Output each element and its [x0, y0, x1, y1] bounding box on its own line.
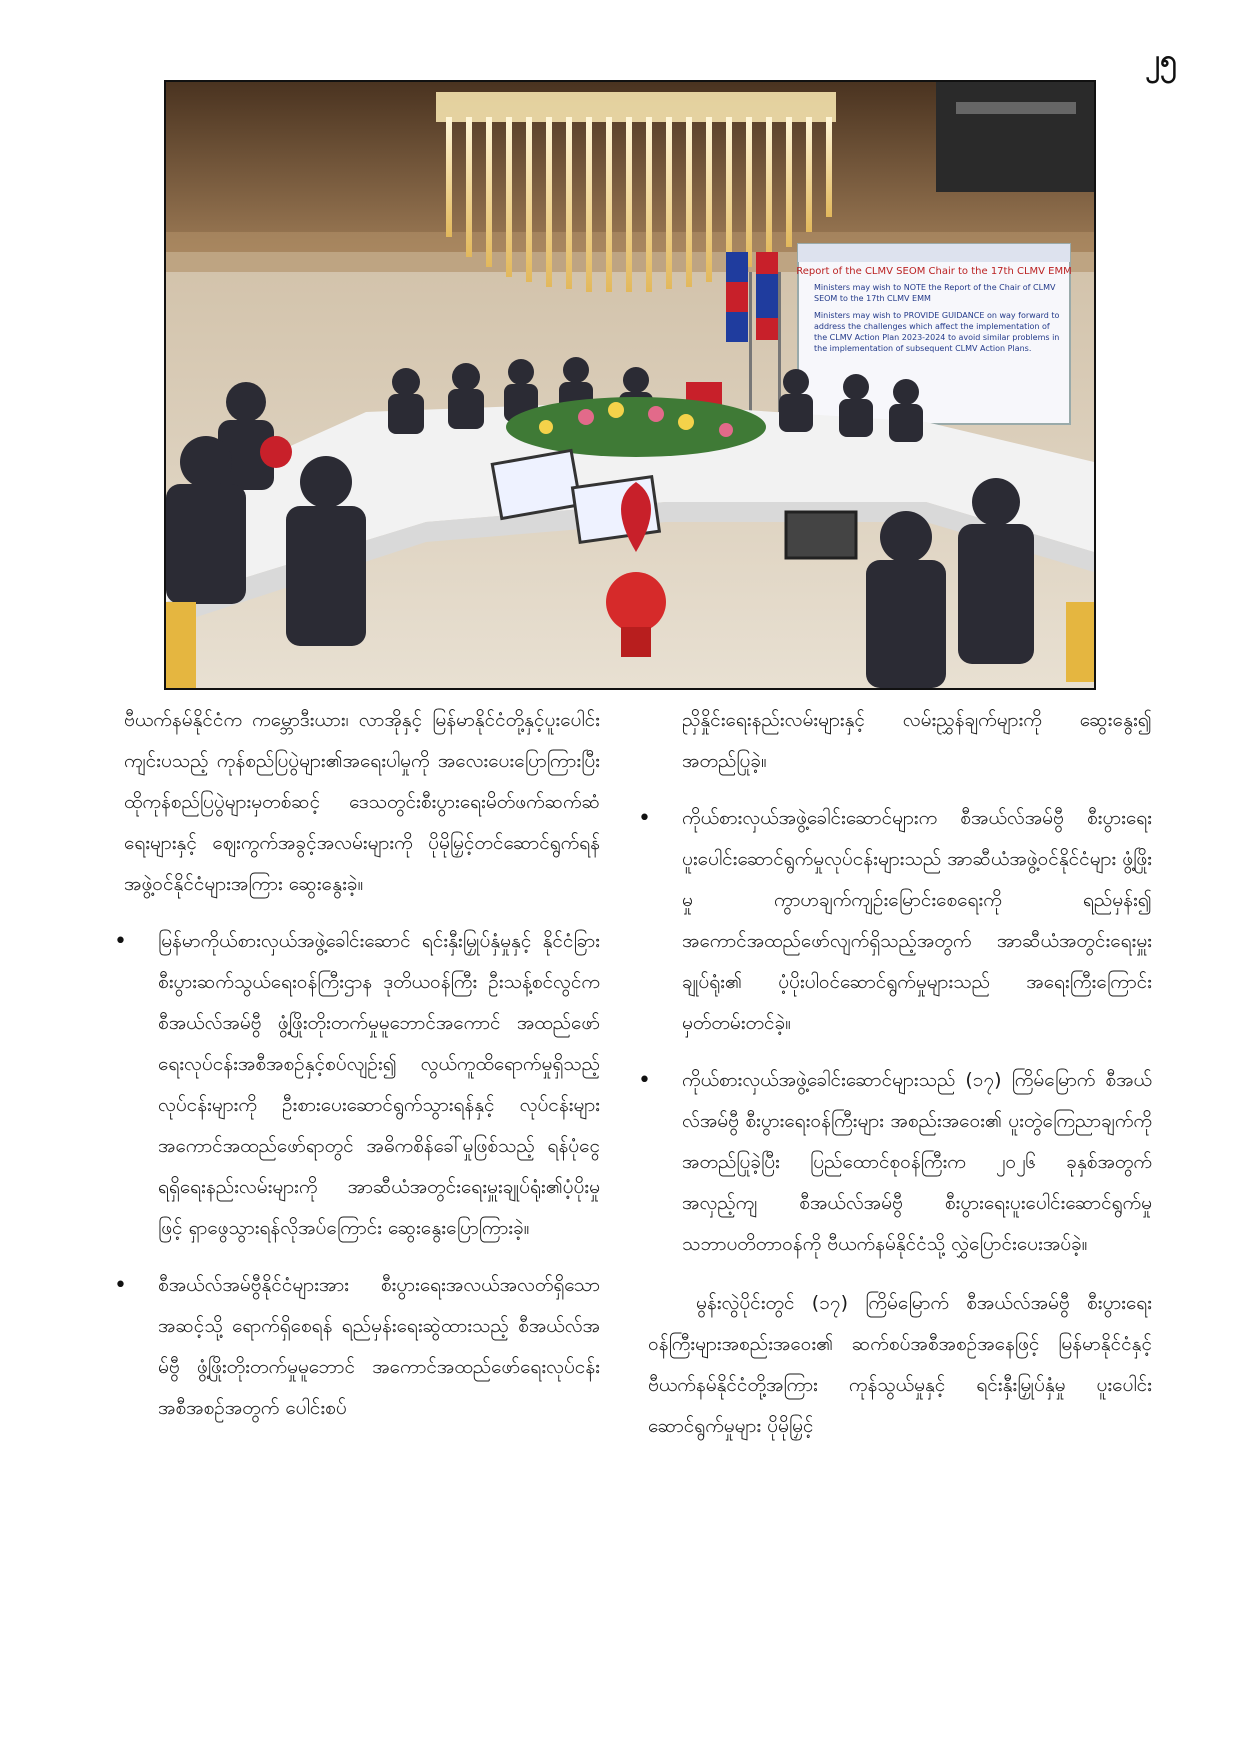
meeting-photo [164, 80, 1096, 690]
bullet-icon: • [638, 806, 651, 831]
list-item: • ကိုယ်စားလှယ်အဖွဲ့ခေါင်းဆောင်များသည် (၁၇) ကြိမ်မြောက် စီအယ်လ်အမ်ဗွီ စီးပွားရေးဝန်ကြီးများ အစည်းအဝေး၏ ပူးတွဲကြေညာချက်ကို အတည်ပြုခဲ့ပြီး ပြည်ထောင်စုဝန်ကြီးက ၂၀၂၆ ခုနှစ်အတွက် အလှည့်ကျ စီအယ်လ်အမ်ဗွီ စီးပွားရေးပူးပေါင်းဆောင်ရွက်မှု သဘာပတိတာဝန်ကို ဗီယက်နမ်နိုင်ငံသို့ လွှဲပြောင်းပေးအပ်ခဲ့။ [648, 1060, 1152, 1265]
left-bullet-list [114, 921, 600, 1429]
right-continuation-paragraph: ညှိနှိုင်းရေးနည်းလမ်းများနှင့် လမ်းညွှန်ချက်များကို ဆွေးနွေး၍ အတည်ပြုခဲ့။ [682, 709, 1152, 772]
screen-title: Report of the CLMV SEOM Chair to the 17th CLMV EMM [796, 266, 1072, 277]
bullet-icon: • [114, 929, 127, 954]
presentation-screen [796, 244, 1072, 424]
right-closing-paragraph: မွန်းလွဲပိုင်းတွင် (၁၇) ကြိမ်မြောက် စီအယ်လ်အမ်ဗွီ စီးပွားရေးဝန်ကြီးများအစည်းအဝေး၏ ဆက်စပ်အစီအစဉ်အနေဖြင့် မြန်မာနိုင်ငံနှင့် ဗီယက်နမ်နိုင်ငံတို့အကြား ကုန်သွယ်မှုနှင့် ရင်းနှီးမြှုပ်နှံမှု ပူးပေါင်းဆောင်ရွက်မှုများ ပိုမိုမြှင့် [648, 1292, 1152, 1437]
flower-arrangement [506, 397, 766, 457]
list-item: • ကိုယ်စားလှယ်အဖွဲ့ခေါင်းဆောင်များက စီအယ်လ်အမ်ဗွီ စီးပွားရေးပူးပေါင်းဆောင်ရွက်မှုလုပ်ငန်းများသည် အာဆီယံအဖွဲ့ဝင်နိုင်ငံများ ဖွံ့ဖြိုးမှု ကွာဟချက်ကျဉ်းမြောင်းစေရေးကို ရည်မှန်း၍ အကောင်အထည်ဖော်လျက်ရှိသည့်အတွက် အာဆီယံအတွင်းရေးမှူးချုပ်ရုံး၏ ပံ့ပိုးပါဝင်ဆောင်ရွက်မှုများသည် အရေးကြီးကြောင်း မှတ်တမ်းတင်ခဲ့။ [648, 798, 1152, 1044]
right-column [638, 700, 1152, 1447]
list-item: • မြန်မာကိုယ်စားလှယ်အဖွဲ့ခေါင်းဆောင် ရင်းနှီးမြှုပ်နှံမှုနှင့် နိုင်ငံခြားစီးပွားဆက်သွယ်ရေးဝန်ကြီးဌာန ဒုတိယဝန်ကြီး ဦးသန့်စင်လွင်က စီအယ်လ်အမ်ဗွီ ဖွံ့ဖြိုးတိုးတက်မှုမူဘောင်အကောင် အထည်ဖော်ရေးလုပ်ငန်းအစီအစဉ်နှင့်စပ်လျဉ်း၍ လွယ်ကူထိရောက်မှုရှိသည့်လုပ်ငန်းများကို ဦးစားပေးဆောင်ရွက်သွားရန်နှင့် လုပ်ငန်းများ အကောင်အထည်ဖော်ရာတွင် အဓိကစိန်ခေါ်မှုဖြစ်သည့် ရန်ပုံငွေရရှိရေးနည်းလမ်းများကို အာဆီယံအတွင်းရေးမှူးချုပ်ရုံး၏ပံ့ပိုးမှုဖြင့် ရှာဖွေသွားရန်လိုအပ်ကြောင်း ဆွေးနွေးပြောကြားခဲ့။ [124, 921, 600, 1249]
left-intro-paragraph: ဗီယက်နမ်နိုင်ငံက ကမ္ဘောဒီးယား၊ လာအိုနှင့် မြန်မာနိုင်ငံတို့နှင့်ပူးပေါင်းကျင်းပသည့် ကုန်စည်ပြပွဲများ၏အရေးပါမှုကို အလေးပေးပြောကြားပြီး ထိုကုန်စည်ပြပွဲများမှတစ်ဆင့် ဒေသတွင်းစီးပွားရေးမိတ်ဖက်ဆက်ဆံရေးများနှင့် ဈေးကွက်အခွင့်အလမ်းများကို ပိုမိုမြှင့်တင်ဆောင်ရွက်ရန် အဖွဲ့ဝင်နိုင်ငံများအကြား ဆွေးနွေးခဲ့။ [124, 709, 600, 895]
bullet-icon: • [638, 1068, 651, 1093]
screen-line-2: Ministers may wish to PROVIDE GUIDANCE on way forward to address the challenges which affect the implementation of the CLMV Action Plan 2023-2024 to avoid similar problems in the implementation of subsequent CLMV Action Plans. [814, 311, 1060, 353]
right-bullet-list [638, 798, 1152, 1265]
meeting-photo-illustration [166, 82, 1094, 688]
list-item: • စီအယ်လ်အမ်ဗွီနိုင်ငံများအား စီးပွားရေးအလယ်အလတ်ရှိသောအဆင့်သို့ ရောက်ရှိစေရန် ရည်မှန်းရေးဆွဲထားသည့် စီအယ်လ်အမ်ဗွီ ဖွံ့ဖြိုးတိုးတက်မှုမူဘောင် အကောင်အထည်ဖော်ရေးလုပ်ငန်းအစီအစဉ်အတွက် ပေါင်းစပ် [124, 1265, 600, 1429]
bullet-icon: • [114, 1273, 127, 1298]
screen-line-1: Ministers may wish to NOTE the Report of the Chair of CLMV SEOM to the 17th CLMV EMM [814, 283, 1056, 303]
left-column [114, 700, 600, 1429]
page-number: ၂၅ [1145, 43, 1177, 78]
